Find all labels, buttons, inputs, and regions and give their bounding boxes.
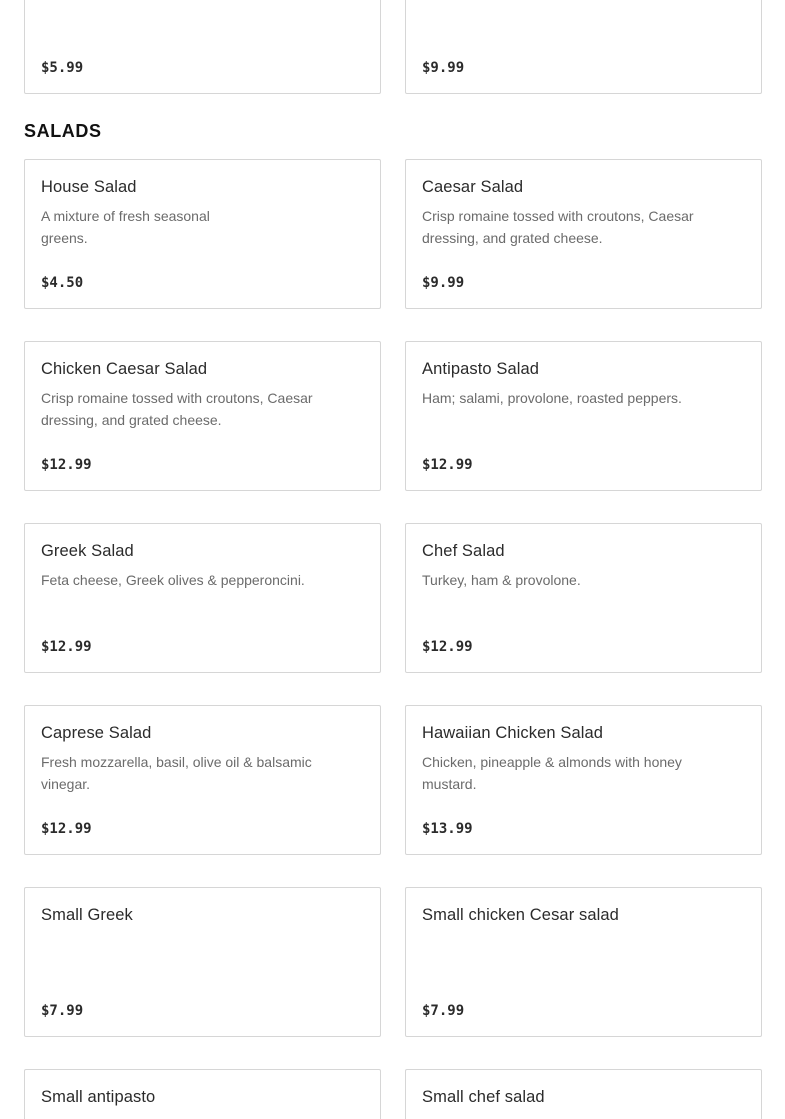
item-price: $7.99 <box>41 1003 84 1019</box>
item-description: Chicken, pineapple & almonds with honey mustard. <box>422 754 682 792</box>
item-price: $9.99 <box>422 275 465 291</box>
menu-item-card[interactable] <box>24 159 381 309</box>
item-price: $12.99 <box>41 457 92 473</box>
item-description: Fresh mozzarella, basil, olive oil & balsamic vinegar. <box>41 754 312 792</box>
menu-item-card[interactable] <box>24 705 381 855</box>
menu-item-card[interactable] <box>405 1069 762 1119</box>
item-description: Ham; salami, provolone, roasted peppers. <box>422 390 682 406</box>
menu-item-card[interactable] <box>405 341 762 491</box>
item-description: A mixture of fresh seasonal greens. <box>41 208 210 246</box>
item-name: Caesar Salad <box>422 178 524 196</box>
item-name: House Salad <box>41 178 137 196</box>
item-name: Hawaiian Chicken Salad <box>422 724 604 742</box>
item-name: Chef Salad <box>422 542 505 560</box>
item-name: Small Greek <box>41 906 133 924</box>
menu-item-card[interactable] <box>24 523 381 673</box>
menu-item-card[interactable] <box>24 0 381 94</box>
item-description: Feta cheese, Greek olives & pepperoncini. <box>41 572 305 588</box>
item-price: $12.99 <box>422 457 473 473</box>
item-name: Caprese Salad <box>41 724 152 742</box>
item-name: Greek Salad <box>41 542 134 560</box>
item-price: $13.99 <box>422 821 473 837</box>
item-price: $12.99 <box>422 639 473 655</box>
item-description: Crisp romaine tossed with croutons, Caesar dressing, and grated cheese. <box>422 208 694 246</box>
item-price: $7.99 <box>422 1003 465 1019</box>
menu-item-card[interactable] <box>405 887 762 1037</box>
item-price: $9.99 <box>422 60 465 76</box>
menu-item-card[interactable] <box>405 0 762 94</box>
item-name: Small chef salad <box>422 1088 545 1106</box>
menu-item-card[interactable] <box>405 523 762 673</box>
item-price: $5.99 <box>41 60 84 76</box>
item-name: Chicken Caesar Salad <box>41 360 208 378</box>
item-name: Small antipasto <box>41 1088 156 1106</box>
menu-item-card[interactable] <box>24 1069 381 1119</box>
section-title-salads: SALADS <box>24 121 102 141</box>
menu-item-card[interactable] <box>405 705 762 855</box>
menu-item-card[interactable] <box>24 887 381 1037</box>
menu-item-card[interactable] <box>24 341 381 491</box>
item-description: Turkey, ham & provolone. <box>422 572 581 588</box>
item-description: Crisp romaine tossed with croutons, Caesar dressing, and grated cheese. <box>41 390 313 428</box>
menu-item-card[interactable] <box>405 159 762 309</box>
item-price: $4.50 <box>41 275 84 291</box>
item-name: Small chicken Cesar salad <box>422 906 619 924</box>
item-price: $12.99 <box>41 821 92 837</box>
item-price: $12.99 <box>41 639 92 655</box>
item-name: Antipasto Salad <box>422 360 540 378</box>
